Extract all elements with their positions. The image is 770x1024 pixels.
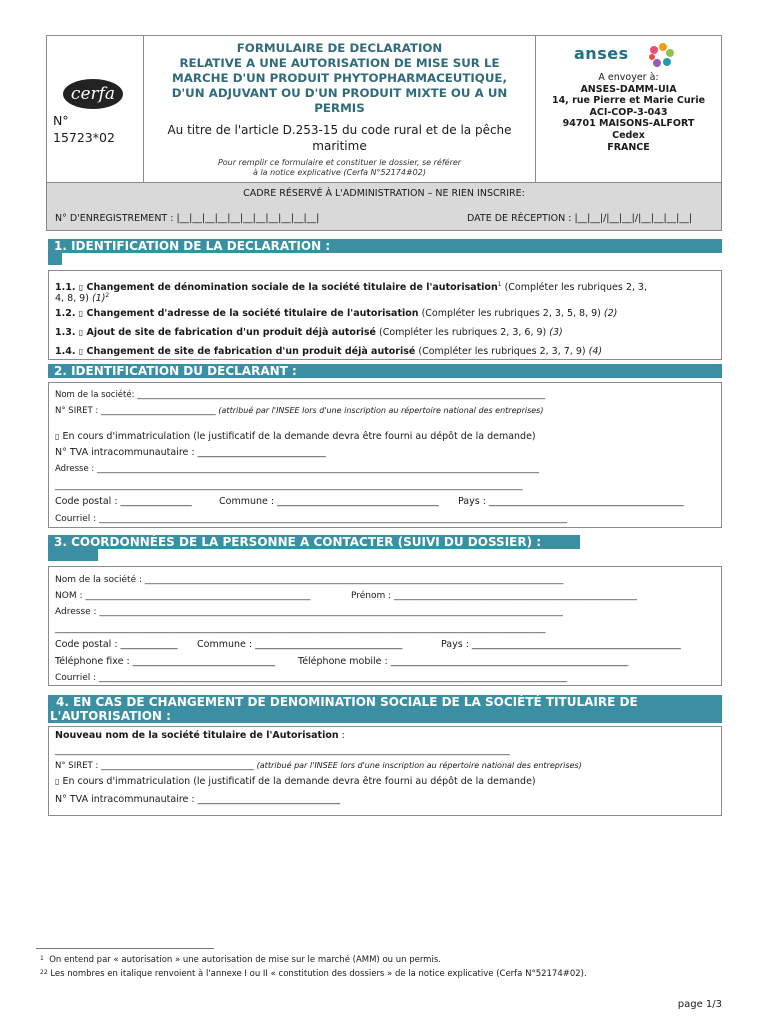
immatriculation-option[interactable]: [55, 431, 536, 443]
option-label: Changement de site de fabrication d'un produit déjà autorisé: [86, 346, 416, 357]
option-detail: (Compléter les rubriques 2, 3, 6, 9): [375, 327, 550, 338]
option-1-1[interactable]: [55, 279, 647, 294]
address-line: FRANCE: [607, 141, 650, 153]
page-number: page 1/3: [677, 999, 722, 1010]
option-num: 1.1.: [55, 282, 76, 294]
new-name-field[interactable]: ___________________________________________________________________________________________________________: [55, 746, 510, 756]
title-line: MARCHE D'UN PRODUIT PHYTOPHARMACEUTIQUE,: [172, 71, 507, 85]
option-detail: (Compléter les rubriques 2, 3, 5, 8, 9): [418, 308, 604, 319]
footnote-text: On entend par « autorisation » une autorisation de mise sur le marché (AMM) ou un permis.: [49, 955, 441, 965]
new-name-label: [55, 730, 345, 742]
option-label: Ajout de site de fabrication d'un produit déjà autorisé: [86, 327, 376, 338]
section-3-title: 3. COORDONNÉES DE LA PERSONNE A CONTACTER (SUIVI DU DOSSIER) :: [48, 535, 580, 549]
checkbox-icon[interactable]: ▯: [55, 777, 60, 786]
anses-flower-icon: [644, 42, 678, 70]
new-siret-field[interactable]: [55, 760, 582, 772]
new-tva-field[interactable]: N° TVA intracommunautaire : ______________________________: [55, 794, 341, 805]
checkbox-icon[interactable]: ▯: [78, 283, 84, 293]
footnote-number: 1: [40, 955, 44, 962]
footnote-ref: 1: [497, 281, 502, 288]
contact-mobile-field[interactable]: Téléphone mobile : __________________________________________________: [298, 656, 629, 667]
address-line: ACI-COP-3-043: [589, 106, 668, 118]
option-num: 1.4.: [55, 346, 76, 357]
option-num: 1.3.: [55, 327, 76, 338]
footnote-1: [40, 955, 441, 965]
title-line: RELATIVE A UNE AUTORISATION DE MISE SUR LE: [179, 56, 500, 70]
registration-number: N° D'ENREGISTREMENT : |__|__|__|__|__|__|__|__|__|__|__|: [55, 213, 320, 224]
new-siret-label: N° SIRET : ____________________________________: [55, 761, 254, 771]
anses-logo: [574, 44, 684, 74]
address-line: Cedex: [612, 129, 645, 141]
option-detail: 4, 8, 9): [55, 293, 92, 305]
cerfa-number-label: N°: [53, 113, 69, 128]
address-line: 94701 MAISONS-ALFORT: [562, 118, 695, 130]
option-label: Changement d'adresse de la société titulaire de l'autorisation: [86, 308, 419, 319]
footnote-text: Les nombres en italique renvoient à l'annexe I ou II « constitution des dossiers » de la notice explicative (Cerfa N°52174#02).: [50, 969, 587, 979]
postal-code-field[interactable]: Code postal : _______________: [55, 496, 192, 507]
contact-email-field[interactable]: Courriel : ________________________________________________________________________________________________________: [55, 673, 568, 683]
annex-ref: (2): [603, 308, 618, 319]
cerfa-number: [53, 112, 115, 146]
option-1-3[interactable]: [55, 327, 563, 339]
checkbox-icon[interactable]: ▯: [78, 347, 84, 356]
checkbox-icon[interactable]: ▯: [55, 432, 60, 441]
contact-address-field[interactable]: Adresse : _______________________________________________________________________________________________________: [55, 607, 563, 617]
title-cell: [144, 36, 536, 182]
siret-note: (attribué par l'INSEE lors d'une inscription au répertoire national des entreprises): [218, 406, 544, 415]
contact-country-field[interactable]: Pays : ____________________________________________: [441, 639, 681, 650]
address-cell: [536, 36, 721, 182]
new-name-colon: :: [338, 730, 345, 741]
contact-name-field[interactable]: NOM : __________________________________________________: [55, 591, 311, 601]
cerfa-logo: cerfa: [63, 79, 123, 109]
cerfa-number-value: 15723*02: [53, 130, 115, 145]
subtitle-line: Au titre de l'article D.253-15 du code rural et de la pêche: [167, 123, 512, 137]
note-line: à la notice explicative (Cerfa N°52174#02): [253, 168, 426, 177]
section-1-title: 1. IDENTIFICATION DE LA DECLARATION :: [48, 239, 722, 253]
address-field-line2[interactable]: ______________________________________________________________________________________________________________: [55, 481, 523, 491]
admin-title: CADRE RÉSERVÉ À L'ADMINISTRATION – NE RIEN INSCRIRE:: [243, 188, 525, 199]
option-1-4[interactable]: [55, 346, 602, 358]
contact-city-field[interactable]: Commune : _______________________________: [197, 639, 403, 650]
contact-phone-field[interactable]: Téléphone fixe : ______________________________: [55, 656, 276, 667]
tva-field[interactable]: N° TVA intracommunautaire : ___________________________: [55, 447, 326, 458]
address-field[interactable]: Adresse : ________________________________________________________________________________________________________: [55, 464, 539, 474]
annex-ref: (1): [91, 293, 106, 305]
annex-ref: (3): [549, 327, 563, 338]
subtitle-line: maritime: [312, 139, 367, 153]
section-4-title-line: 4. EN CAS DE CHANGEMENT DE DENOMINATION SOCIALE DE LA SOCIÉTÉ TITULAIRE DE: [56, 695, 638, 709]
footnote-2: [40, 969, 587, 979]
send-to-label: A envoyer à:: [598, 72, 659, 83]
contact-postal-field[interactable]: Code postal : ____________: [55, 639, 178, 650]
address-line: ANSES-DAMM-UIA: [580, 83, 677, 95]
new-name-bold: Nouveau nom de la société titulaire de l'Autorisation: [55, 730, 339, 741]
section-3-bar-tab: [48, 549, 98, 561]
title-line: FORMULAIRE DE DECLARATION: [236, 41, 443, 55]
option-detail: (Compléter les rubriques 2, 3,: [501, 282, 647, 294]
admin-frame: [46, 183, 722, 231]
siret-label: N° SIRET : ___________________________: [55, 406, 216, 416]
footnote-rule: [36, 948, 214, 949]
immatriculation-label: En cours d'immatriculation (le justificatif de la demande devra être fourni au dépôt de la demande): [62, 431, 536, 442]
country-field[interactable]: Pays : _________________________________________: [458, 496, 684, 507]
form-title: [144, 41, 535, 116]
checkbox-icon[interactable]: ▯: [78, 328, 84, 337]
option-label: Changement de dénomination sociale de la société titulaire de l'autorisation: [86, 282, 498, 294]
city-field[interactable]: Commune : __________________________________: [219, 496, 439, 507]
option-1-1-cont: [55, 290, 109, 305]
checkbox-icon[interactable]: ▯: [78, 309, 84, 318]
form-subtitle: [144, 122, 535, 154]
footnote-ref: 2: [105, 292, 110, 299]
new-immatriculation-option[interactable]: [55, 776, 536, 788]
contact-company-field[interactable]: Nom de la société : _____________________________________________________________________________________________: [55, 575, 564, 585]
cerfa-cell: [47, 36, 144, 182]
note-line: Pour remplir ce formulaire et constituer le dossier, se référer: [217, 158, 462, 167]
address-line: 14, rue Pierre et Marie Curie: [551, 95, 706, 107]
new-immatriculation-label: En cours d'immatriculation (le justificatif de la demande devra être fourni au dépôt de la demande): [62, 776, 536, 787]
title-line: PERMIS: [314, 101, 365, 115]
reception-date: DATE DE RÉCEPTION : |__|__|/|__|__|/|__|__|__|__|: [467, 213, 693, 224]
section-4-title: [48, 695, 722, 723]
anses-logo-word: anses: [574, 44, 629, 63]
form-note: [144, 158, 535, 178]
form-header: [46, 35, 722, 183]
section-4-title-line: L'AUTORISATION :: [50, 709, 171, 723]
option-num: 1.2.: [55, 308, 76, 319]
footnote-number: 22: [40, 969, 48, 976]
title-line: D'UN ADJUVANT OU D'UN PRODUIT MIXTE OU A UN: [171, 86, 508, 100]
annex-ref: (4): [588, 346, 603, 357]
company-name-field[interactable]: Nom de la société: ________________________________________________________________________________________________: [55, 390, 546, 400]
contact-address-field-line2[interactable]: _____________________________________________________________________________________________________________: [55, 624, 546, 634]
email-field[interactable]: Courriel : ________________________________________________________________________________________________________: [55, 514, 568, 524]
option-1-2[interactable]: [55, 308, 617, 320]
section-2-title: 2. IDENTIFICATION DU DECLARANT :: [48, 364, 722, 378]
option-detail: (Compléter les rubriques 2, 3, 7, 9): [415, 346, 589, 357]
send-address: [536, 72, 721, 153]
contact-firstname-field[interactable]: Prénom : ______________________________________________________: [351, 591, 638, 601]
new-siret-note: (attribué par l'INSEE lors d'une inscription au répertoire national des entreprises): [256, 761, 582, 770]
section-1-bar-tab: [48, 253, 62, 265]
siret-field[interactable]: [55, 405, 543, 417]
